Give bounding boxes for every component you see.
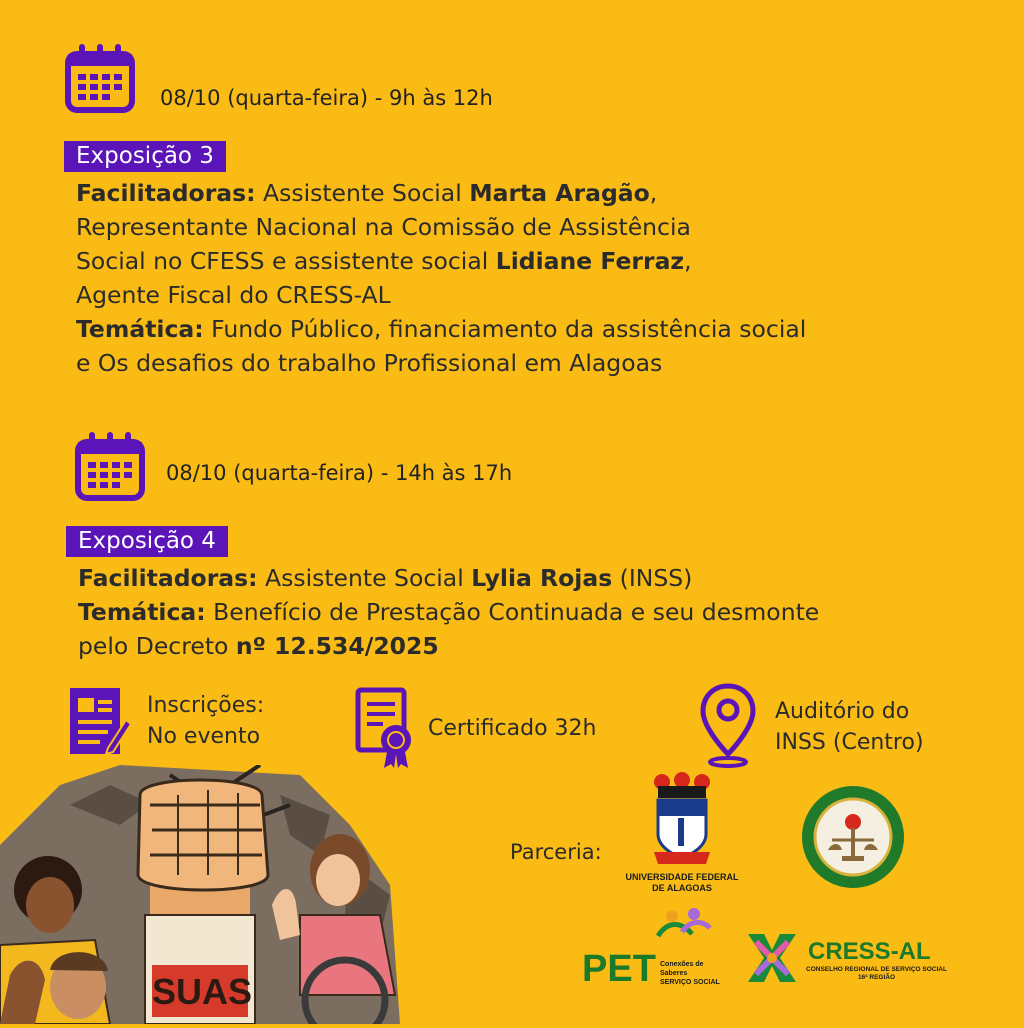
location-pin-icon	[698, 682, 758, 768]
session2-details: Facilitadoras: Assistente Social Lylia Rojas (INSS) Temática: Benefício de Prestação Continuada e seu desmonte pelo Decreto nº 12.534/2025	[78, 564, 820, 660]
certificate-icon	[354, 686, 418, 770]
decree-number: nº 12.534/2025	[235, 632, 439, 660]
form-icon	[68, 686, 132, 758]
name-facilitator: Marta Aragão	[469, 179, 650, 207]
session2-date: 08/10 (quarta-feira) - 14h às 17h	[166, 461, 513, 485]
label-tematica: Temática:	[76, 315, 204, 343]
session1-details: Facilitadoras: Assistente Social Marta Aragão, Representante Nacional na Comissão de Assistência Social no CFESS e assistente social Lidiane Ferraz, Agente Fiscal do CRESS-AL Temática: Fundo Público, financiamento da assistência social e Os desafios do trabalho Profissional em Alagoas	[76, 179, 807, 377]
ufal-name: UNIVERSIDADE FEDERAL DE ALAGOAS	[625, 872, 739, 893]
pet-name: PET	[582, 948, 656, 990]
protest-illustration	[0, 765, 400, 1024]
ufal-logo	[620, 770, 744, 894]
session1-date: 08/10 (quarta-feira) - 9h às 12h	[160, 86, 493, 110]
local-info: Auditório do INSS (Centro)	[775, 699, 924, 755]
calendar-icon	[74, 430, 146, 502]
parceria-label: Parceria:	[510, 840, 602, 864]
session1-tag: Exposição 3	[64, 141, 226, 172]
suas-sign-text: SUAS	[152, 971, 253, 1012]
session2-tag: Exposição 4	[66, 526, 228, 557]
cress-subtitle: CONSELHO REGIONAL DE SERVIÇO SOCIAL 16ª REGIÃO	[806, 966, 947, 981]
pet-logo	[582, 908, 722, 988]
calendar-icon	[64, 42, 136, 114]
faculty-seal-logo	[800, 784, 906, 890]
pet-subtitle: Conexões de Saberes SERVIÇO SOCIAL	[660, 961, 720, 986]
name-facilitator: Lylia Rojas	[471, 564, 613, 592]
inscricoes-info: Inscrições: No evento	[147, 693, 265, 749]
name-facilitator: Lidiane Ferraz	[495, 247, 685, 275]
label-facilitadoras: Facilitadoras:	[76, 179, 256, 207]
certificado-info: Certificado 32h	[428, 716, 597, 741]
label-facilitadoras: Facilitadoras:	[78, 564, 258, 592]
cress-name: CRESS-AL	[808, 938, 931, 965]
label-tematica: Temática:	[78, 598, 206, 626]
cress-al-logo	[742, 928, 947, 988]
